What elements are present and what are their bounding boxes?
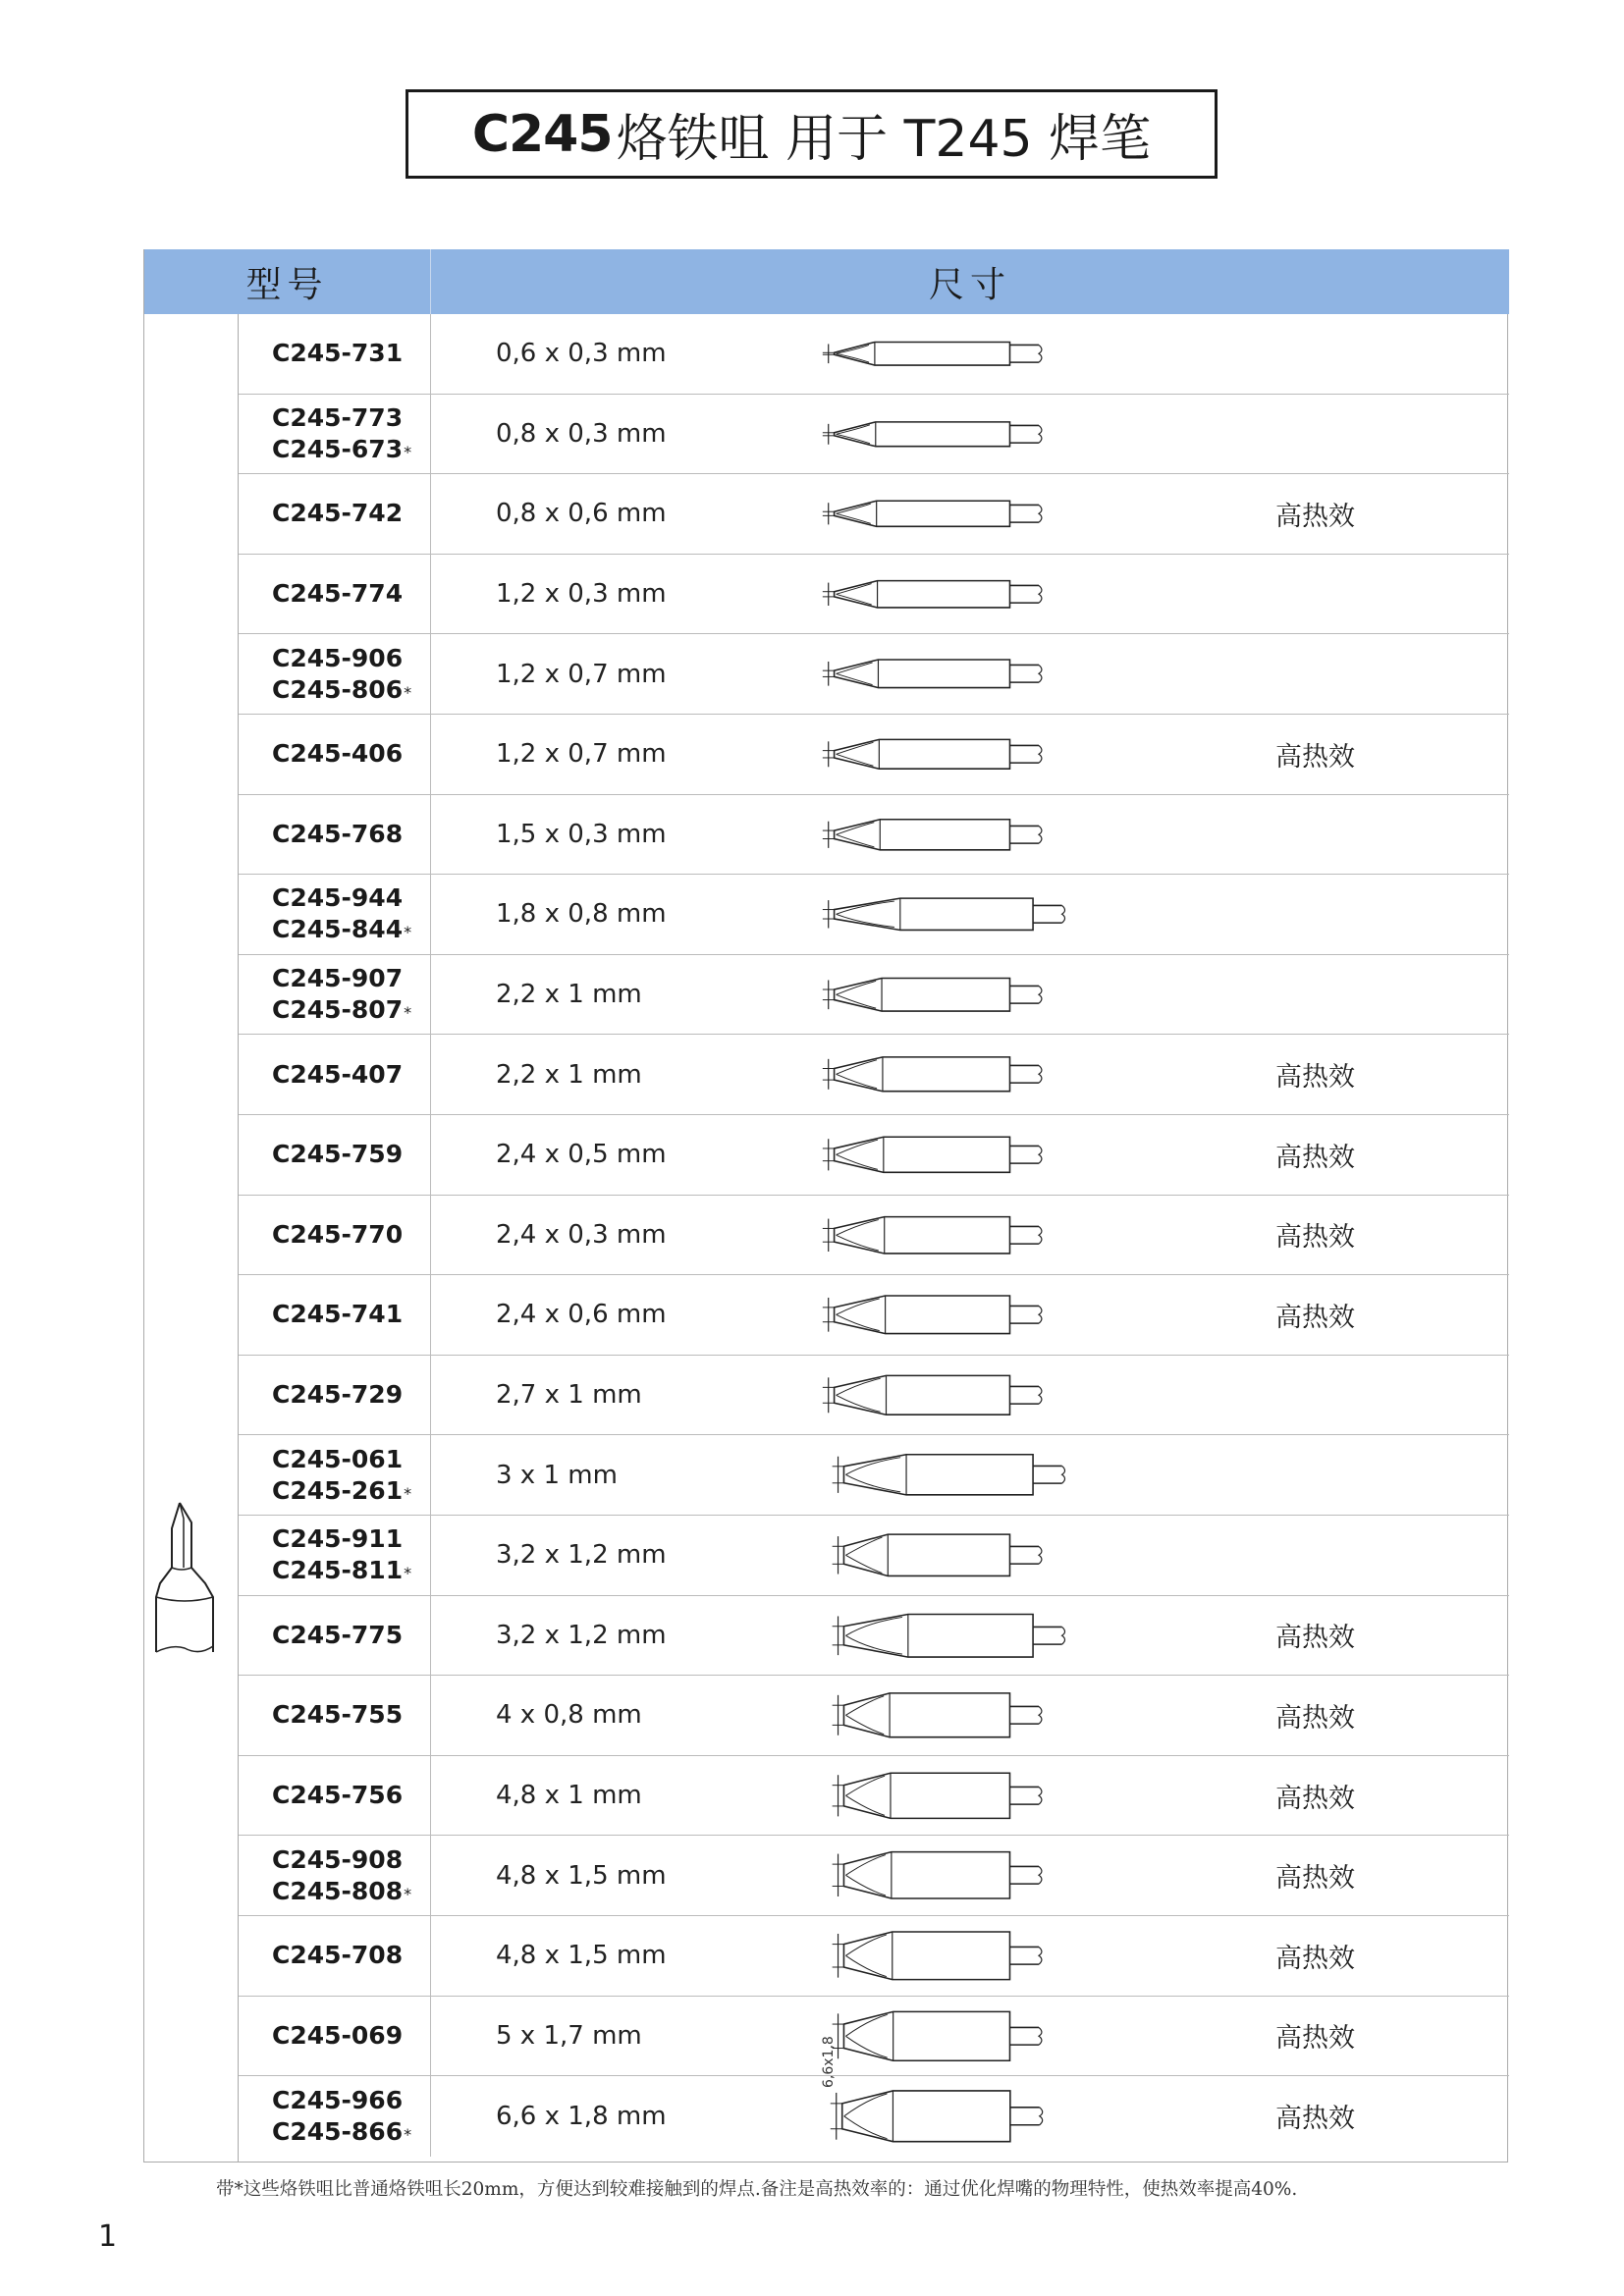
model-number: C245-775 bbox=[272, 1620, 404, 1649]
tip-drawing-icon bbox=[814, 715, 1148, 794]
model-cell bbox=[239, 795, 431, 875]
tip-drawing-icon bbox=[814, 634, 1148, 714]
model-cell bbox=[239, 314, 431, 394]
tip-drawing-icon bbox=[814, 1435, 1148, 1515]
model-line bbox=[272, 1555, 430, 1586]
model-line bbox=[272, 1620, 430, 1651]
long-tip-star: * bbox=[404, 923, 412, 942]
high-efficiency-note: 高热效 bbox=[1275, 1623, 1355, 1654]
model-cell bbox=[239, 875, 431, 954]
table-row bbox=[239, 314, 1509, 395]
high-efficiency-note: 高热效 bbox=[1275, 1783, 1355, 1814]
model-line bbox=[272, 1844, 430, 1876]
model-line bbox=[272, 1444, 430, 1475]
model-line bbox=[272, 914, 430, 945]
model-line bbox=[272, 882, 430, 914]
high-efficiency-note: 高热效 bbox=[1275, 741, 1355, 773]
table-row bbox=[239, 1516, 1509, 1596]
table-row bbox=[239, 1196, 1509, 1276]
size-cell: 4 x 0,8 mm bbox=[496, 1700, 642, 1731]
table-row bbox=[239, 1435, 1509, 1516]
tip-drawing-icon bbox=[814, 1196, 1148, 1275]
table-row bbox=[239, 395, 1509, 475]
model-cell bbox=[239, 955, 431, 1035]
table-row bbox=[239, 474, 1509, 555]
model-number: C245-844 bbox=[272, 915, 404, 944]
model-number: C245-911 bbox=[272, 1524, 404, 1554]
model-cell bbox=[239, 1035, 431, 1114]
size-cell: 2,4 x 0,5 mm bbox=[496, 1140, 667, 1170]
table-row bbox=[239, 1356, 1509, 1436]
tip-drawing-icon bbox=[814, 1916, 1148, 1996]
size-cell: 1,2 x 0,3 mm bbox=[496, 579, 667, 610]
tip-drawing-icon bbox=[814, 1516, 1148, 1595]
model-number: C245-061 bbox=[272, 1444, 404, 1473]
table-row bbox=[239, 955, 1509, 1036]
model-line bbox=[272, 578, 430, 610]
model-line bbox=[272, 2116, 430, 2148]
model-cell bbox=[239, 2076, 431, 2157]
high-efficiency-note: 高热效 bbox=[1275, 1142, 1355, 1173]
table-row bbox=[239, 1836, 1509, 1916]
size-cell: 3,2 x 1,2 mm bbox=[496, 1540, 667, 1571]
model-cell bbox=[239, 1356, 431, 1435]
model-number: C245-768 bbox=[272, 819, 404, 848]
model-number: C245-811 bbox=[272, 1556, 404, 1585]
tip-drawing-icon bbox=[814, 1115, 1148, 1195]
high-efficiency-note: 高热效 bbox=[1275, 1302, 1355, 1333]
size-cell: 2,4 x 0,3 mm bbox=[496, 1219, 667, 1250]
table-row bbox=[239, 1035, 1509, 1115]
table-row bbox=[239, 1275, 1509, 1356]
tip-drawing-icon bbox=[814, 1997, 1148, 2076]
size-cell: 1,2 x 0,7 mm bbox=[496, 739, 667, 770]
size-cell: 2,7 x 1 mm bbox=[496, 1380, 642, 1411]
size-cell: 0,8 x 0,3 mm bbox=[496, 418, 667, 449]
tip-drawing-icon bbox=[814, 555, 1148, 634]
title-code: C245 bbox=[471, 104, 613, 164]
model-number: C245-806 bbox=[272, 674, 404, 704]
size-cell: 4,8 x 1,5 mm bbox=[496, 1860, 667, 1891]
tip-drawing-icon bbox=[814, 314, 1148, 394]
long-tip-star: * bbox=[404, 682, 412, 702]
model-line bbox=[272, 674, 430, 706]
model-cell bbox=[239, 1596, 431, 1676]
model-cell bbox=[239, 555, 431, 634]
model-number: C245-069 bbox=[272, 2020, 404, 2050]
model-number: C245-755 bbox=[272, 1700, 404, 1730]
model-number: C245-907 bbox=[272, 964, 404, 993]
table-row bbox=[239, 1115, 1509, 1196]
tip-drawing-icon bbox=[814, 1676, 1148, 1755]
model-line bbox=[272, 1876, 430, 1907]
size-cell: 1,2 x 0,7 mm bbox=[496, 659, 667, 689]
title-text: 烙铁咀 用于 T245 焊笔 bbox=[616, 110, 1152, 169]
table-row bbox=[239, 1997, 1509, 2077]
model-line bbox=[272, 1059, 430, 1091]
size-cell: 2,4 x 0,6 mm bbox=[496, 1300, 667, 1330]
model-number: C245-906 bbox=[272, 643, 404, 672]
model-number: C245-774 bbox=[272, 579, 404, 609]
size-cell: 0,8 x 0,6 mm bbox=[496, 499, 667, 529]
model-cell bbox=[239, 715, 431, 794]
model-cell bbox=[239, 1196, 431, 1275]
model-line bbox=[272, 402, 430, 434]
model-cell bbox=[239, 395, 431, 474]
tip-drawing-icon bbox=[814, 1596, 1148, 1676]
tip-drawing-icon bbox=[814, 1275, 1148, 1355]
long-tip-star: * bbox=[404, 1884, 412, 1903]
size-cell: 3 x 1 mm bbox=[496, 1460, 618, 1490]
size-cell: 2,2 x 1 mm bbox=[496, 980, 642, 1010]
size-cell: 5 x 1,7 mm bbox=[496, 2020, 642, 2051]
size-cell: 1,5 x 0,3 mm bbox=[496, 819, 667, 849]
model-number: C245-741 bbox=[272, 1300, 404, 1329]
page-title bbox=[406, 89, 1218, 179]
model-cell bbox=[239, 1275, 431, 1355]
model-number: C245-759 bbox=[272, 1140, 404, 1169]
model-number: C245-731 bbox=[272, 339, 404, 368]
model-cell bbox=[239, 1516, 431, 1595]
model-number: C245-808 bbox=[272, 1876, 404, 1905]
model-number: C245-770 bbox=[272, 1219, 404, 1249]
tips-table bbox=[143, 249, 1508, 2163]
header-size: 尺寸 bbox=[928, 264, 1011, 305]
size-cell: 6,6 x 1,8 mm bbox=[496, 2101, 667, 2131]
high-efficiency-note: 高热效 bbox=[1275, 1062, 1355, 1094]
model-line bbox=[272, 819, 430, 850]
table-row bbox=[239, 1676, 1509, 1756]
table-header bbox=[144, 249, 1509, 314]
tip-drawing-icon bbox=[814, 395, 1148, 474]
model-number: C245-944 bbox=[272, 883, 404, 913]
tip-drawing-icon bbox=[814, 1035, 1148, 1114]
size-cell: 1,8 x 0,8 mm bbox=[496, 899, 667, 930]
size-cell: 3,2 x 1,2 mm bbox=[496, 1620, 667, 1650]
model-cell bbox=[239, 474, 431, 554]
model-line bbox=[272, 643, 430, 674]
model-number: C245-673 bbox=[272, 434, 404, 463]
high-efficiency-note: 高热效 bbox=[1275, 501, 1355, 532]
table-row bbox=[239, 555, 1509, 635]
model-number: C245-966 bbox=[272, 2085, 404, 2114]
model-cell bbox=[239, 1435, 431, 1515]
table-row bbox=[239, 1756, 1509, 1837]
model-cell bbox=[239, 1115, 431, 1195]
tip-drawing-icon bbox=[814, 1756, 1148, 1836]
model-line bbox=[272, 1379, 430, 1411]
model-number: C245-756 bbox=[272, 1781, 404, 1810]
header-model: 型号 bbox=[144, 249, 431, 314]
size-cell: 4,8 x 1,5 mm bbox=[496, 1941, 667, 1971]
model-line bbox=[272, 2020, 430, 2052]
model-line bbox=[272, 1139, 430, 1170]
model-line bbox=[272, 738, 430, 770]
model-number: C245-407 bbox=[272, 1059, 404, 1089]
model-line bbox=[272, 1219, 430, 1251]
table-row bbox=[239, 634, 1509, 715]
table-row bbox=[239, 795, 1509, 876]
model-line bbox=[272, 1780, 430, 1811]
model-cell bbox=[239, 1916, 431, 1996]
model-number: C245-729 bbox=[272, 1380, 404, 1410]
model-line bbox=[272, 1299, 430, 1330]
table-row bbox=[239, 715, 1509, 795]
table-row bbox=[239, 1916, 1509, 1997]
tip-drawing-icon bbox=[814, 1836, 1148, 1915]
tip-drawing-icon bbox=[814, 875, 1148, 954]
high-efficiency-note: 高热效 bbox=[1275, 2023, 1355, 2055]
high-efficiency-note: 高热效 bbox=[1275, 1943, 1355, 1974]
model-number: C245-261 bbox=[272, 1475, 404, 1505]
high-efficiency-note: 高热效 bbox=[1275, 2104, 1355, 2135]
model-line bbox=[272, 498, 430, 529]
model-line bbox=[272, 994, 430, 1026]
size-cell: 0,6 x 0,3 mm bbox=[496, 339, 667, 369]
model-line bbox=[272, 1475, 430, 1507]
size-cell: 2,2 x 1 mm bbox=[496, 1059, 642, 1090]
table-row bbox=[239, 2076, 1509, 2157]
long-tip-star: * bbox=[404, 2124, 412, 2144]
table-row bbox=[239, 875, 1509, 955]
tip-drawing-icon bbox=[814, 2076, 1148, 2157]
tip-type-column bbox=[144, 314, 239, 2162]
model-line bbox=[272, 338, 430, 369]
model-line bbox=[272, 963, 430, 994]
model-cell bbox=[239, 1836, 431, 1915]
tip-drawing-icon bbox=[814, 1356, 1148, 1435]
model-number: C245-742 bbox=[272, 499, 404, 528]
model-number: C245-406 bbox=[272, 739, 404, 769]
tip-drawing-icon bbox=[814, 474, 1148, 554]
long-tip-star: * bbox=[404, 442, 412, 461]
model-cell bbox=[239, 1756, 431, 1836]
model-line bbox=[272, 1940, 430, 1971]
size-cell: 4,8 x 1 mm bbox=[496, 1781, 642, 1811]
model-number: C245-807 bbox=[272, 995, 404, 1025]
model-cell bbox=[239, 1997, 431, 2076]
high-efficiency-note: 高热效 bbox=[1275, 1702, 1355, 1734]
model-cell bbox=[239, 634, 431, 714]
long-tip-star: * bbox=[404, 1003, 412, 1023]
tip-drawing-icon bbox=[814, 795, 1148, 875]
dimension-label: 6,6x1,8 bbox=[821, 2036, 837, 2088]
tip-drawing-icon bbox=[814, 955, 1148, 1035]
long-tip-star: * bbox=[404, 1564, 412, 1583]
model-number: C245-773 bbox=[272, 402, 404, 432]
model-line bbox=[272, 2085, 430, 2116]
footnote: 带*这些烙铁咀比普通烙铁咀长20mm，方便达到较难接触到的焊点.备注是高热效率的：通过优化焊嘴的物理特性，使热效率提高40%. bbox=[216, 2179, 1298, 2200]
model-line bbox=[272, 434, 430, 465]
table-row bbox=[239, 1596, 1509, 1677]
page-number: 1 bbox=[98, 2219, 118, 2254]
model-number: C245-866 bbox=[272, 2116, 404, 2146]
high-efficiency-note: 高热效 bbox=[1275, 1222, 1355, 1254]
model-cell bbox=[239, 1676, 431, 1755]
model-number: C245-908 bbox=[272, 1844, 404, 1874]
model-number: C245-708 bbox=[272, 1941, 404, 1970]
high-efficiency-note: 高热效 bbox=[1275, 1863, 1355, 1895]
long-tip-star: * bbox=[404, 1483, 412, 1503]
chisel-tip-icon bbox=[154, 1499, 229, 1656]
model-line bbox=[272, 1523, 430, 1555]
model-line bbox=[272, 1699, 430, 1731]
